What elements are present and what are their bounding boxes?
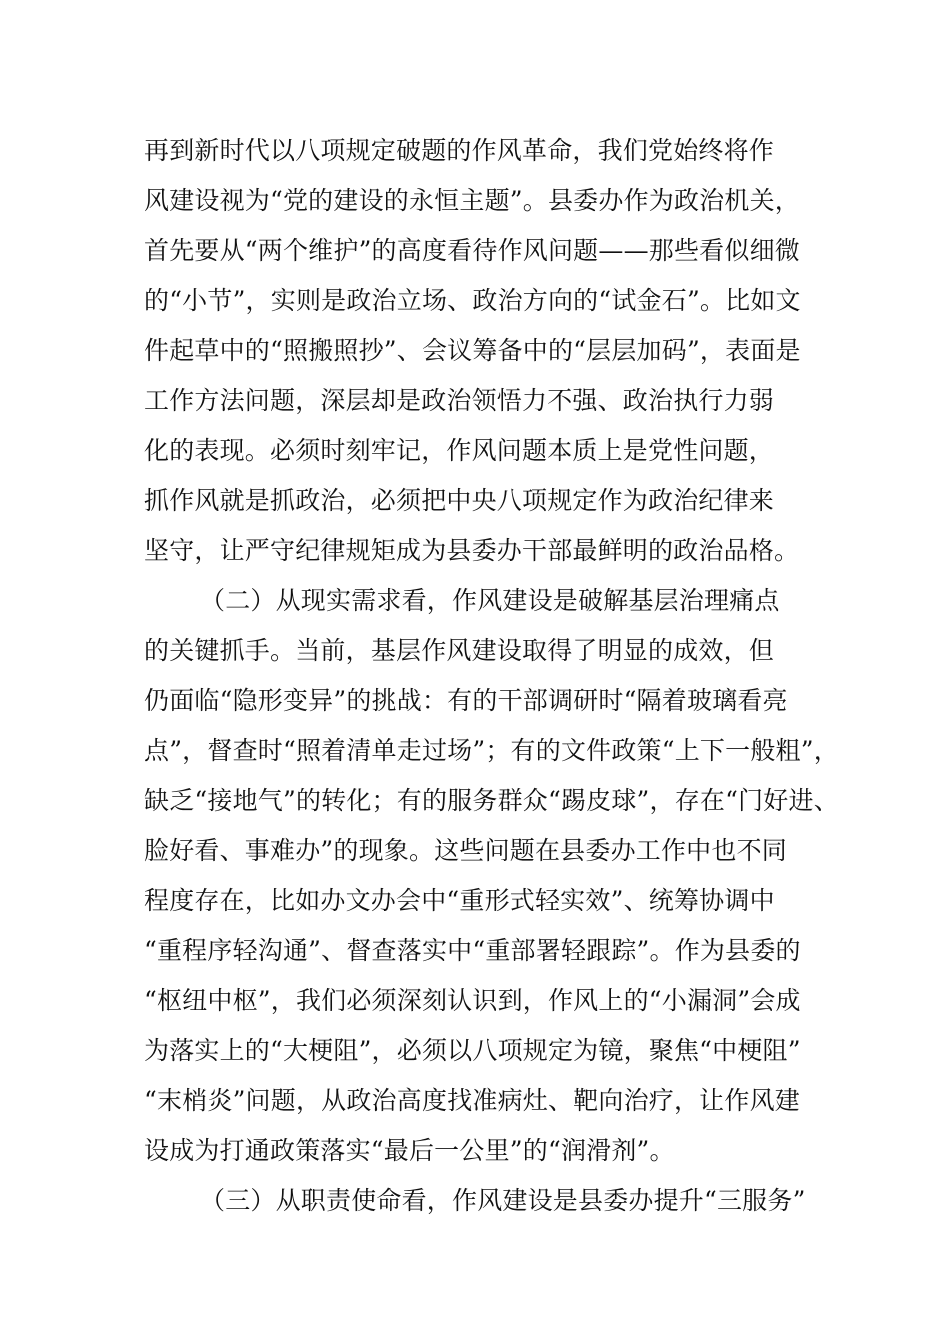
document-body (144, 126, 839, 1226)
text-line: 再到新时代以八项规定破题的作风革命，我们党始终将作 (144, 136, 775, 165)
section-heading-line: （二）从现实需求看，作风建设是破解基层治理痛点 (200, 586, 780, 615)
text-line: 为落实上的“大梗阻”，必须以八项规定为镜，聚焦“中梗阻” (144, 1036, 801, 1065)
text-line: 件起草中的“照搬照抄”、会议筹备中的“层层加码”，表面是 (144, 336, 801, 365)
text-line: 设成为打通政策落实“最后一公里”的“润滑剂”。 (144, 1136, 675, 1165)
text-line: 点”，督查时“照着清单走过场”；有的文件政策“上下一般粗”， (144, 736, 839, 765)
text-line: 的“小节”，实则是政治立场、政治方向的“试金石”。比如文 (144, 286, 801, 315)
text-line: 抓作风就是抓政治，必须把中央八项规定作为政治纪律来 (144, 486, 775, 515)
text-line: 仍面临“隐形变异”的挑战：有的干部调研时“隔着玻璃看亮 (144, 686, 788, 715)
text-line: 坚守，让严守纪律规矩成为县委办干部最鲜明的政治品格。 (144, 536, 800, 565)
text-line: 脸好看、事难办”的现象。这些问题在县委办工作中也不同 (144, 836, 787, 865)
text-line: “重程序轻沟通”、督查落实中“重部署轻跟踪”。作为县委的 (144, 936, 801, 965)
text-line: 风建设视为“党的建设的永恒主题”。县委办作为政治机关， (144, 186, 800, 215)
text-line: 首先要从“两个维护”的高度看待作风问题——那些看似细微 (144, 236, 800, 265)
text-line: 的关键抓手。当前，基层作风建设取得了明显的成效，但 (144, 636, 775, 665)
text-line: “枢纽中枢”，我们必须深刻认识到，作风上的“小漏洞”会成 (144, 986, 801, 1015)
text-line: 程度存在，比如办文办会中“重形式轻实效”、统筹协调中 (144, 886, 775, 915)
text-line: 工作方法问题，深层却是政治领悟力不强、政治执行力弱 (144, 386, 775, 415)
section-heading-line: （三）从职责使命看，作风建设是县委办提升“三服务” (200, 1186, 806, 1215)
text-line: 化的表现。必须时刻牢记，作风问题本质上是党性问题， (144, 436, 775, 465)
text-line: 缺乏“接地气”的转化；有的服务群众“踢皮球”，存在“门好进、 (144, 786, 839, 815)
text-line: “末梢炎”问题，从政治高度找准病灶、靶向治疗，让作风建 (144, 1086, 800, 1115)
